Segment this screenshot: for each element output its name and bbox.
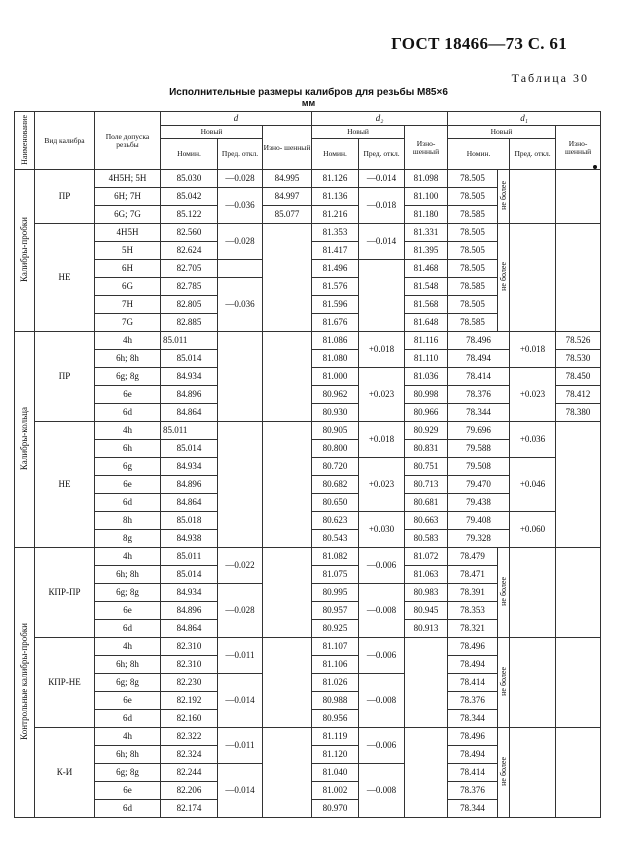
col-d2: d₂ — [312, 112, 448, 126]
gauge-type: НЕ — [35, 422, 95, 548]
d1-worn — [556, 638, 601, 728]
d-nominal: 85.011 — [161, 422, 218, 440]
tolerance-field: 6d — [95, 710, 161, 728]
tolerance-field: 6e — [95, 692, 161, 710]
d2-worn: 81.331 — [405, 224, 448, 242]
gauge-type: ПР — [35, 170, 95, 224]
tolerance-field: 6g; 8g — [95, 764, 161, 782]
d-deviation: —0.011 — [218, 638, 263, 674]
table-row — [15, 728, 601, 746]
d2-nominal: 81.040 — [312, 764, 359, 782]
d2-nominal: 81.417 — [312, 242, 359, 260]
table-row — [15, 548, 601, 566]
table-number: Таблица 30 — [511, 71, 589, 85]
d-deviation: —0.036 — [218, 278, 263, 332]
d1-nominal: 78.505 — [448, 242, 498, 260]
d-deviation — [218, 332, 263, 422]
d1-deviation: +0.036 — [510, 422, 556, 458]
d-worn — [263, 728, 312, 818]
d2-nominal: 81.119 — [312, 728, 359, 746]
d2-worn — [405, 638, 448, 728]
d-nominal: 82.230 — [161, 674, 218, 692]
d1-deviation — [510, 728, 556, 818]
d2-nominal: 80.905 — [312, 422, 359, 440]
d-worn — [263, 422, 312, 548]
d2-nominal: 81.080 — [312, 350, 359, 368]
d-nominal: 85.014 — [161, 440, 218, 458]
col-type: Вид калибра — [35, 112, 95, 170]
d2-nominal: 80.682 — [312, 476, 359, 494]
d2-worn: 81.063 — [405, 566, 448, 584]
d2-nominal: 81.106 — [312, 656, 359, 674]
d1-nominal: 78.496 — [448, 728, 498, 746]
d2-nominal: 80.957 — [312, 602, 359, 620]
d2-nominal: 80.800 — [312, 440, 359, 458]
d1-worn — [556, 422, 601, 548]
tolerance-field: 6G — [95, 278, 161, 296]
d-nominal: 82.244 — [161, 764, 218, 782]
d-deviation: —0.014 — [218, 764, 263, 818]
d1-nominal: 78.585 — [448, 278, 498, 296]
d1-nominal: 78.344 — [448, 710, 498, 728]
table-row — [15, 638, 601, 656]
d2-deviation: —0.008 — [359, 674, 405, 728]
d2-worn: 80.831 — [405, 440, 448, 458]
d2-deviation: —0.006 — [359, 638, 405, 674]
d-nominal: 85.042 — [161, 188, 218, 206]
d2-worn: 81.098 — [405, 170, 448, 188]
d1-nominal: 78.414 — [448, 368, 510, 386]
tolerance-field: 6g; 8g — [95, 674, 161, 692]
d1-nominal: 79.696 — [448, 422, 510, 440]
d1-deviation: +0.046 — [510, 458, 556, 512]
d1-nominal: 79.588 — [448, 440, 510, 458]
tolerance-field: 6d — [95, 620, 161, 638]
d2-worn: 80.998 — [405, 386, 448, 404]
col-tol: Поле допуска резьбы — [95, 112, 161, 170]
tolerance-field: 4h — [95, 638, 161, 656]
d1-nominal: 78.479 — [448, 548, 498, 566]
table-title: Исполнительные размеры калибров для резьбы М85×6 — [169, 87, 448, 98]
gauge-type: ПР — [35, 332, 95, 422]
col-d1: d₁ — [448, 112, 601, 126]
d2-deviation: +0.023 — [359, 368, 405, 422]
col-d1-new: Новый — [448, 126, 556, 139]
d-nominal: 84.896 — [161, 602, 218, 620]
d-nominal: 85.011 — [161, 548, 218, 566]
d1-note: не более — [498, 638, 510, 728]
d2-nominal: 81.120 — [312, 746, 359, 764]
d1-nominal: 78.494 — [448, 746, 498, 764]
tolerance-field: 6g; 8g — [95, 368, 161, 386]
d2-nominal: 80.650 — [312, 494, 359, 512]
tolerance-field: 4h — [95, 422, 161, 440]
d1-note: не более — [498, 728, 510, 818]
d2-deviation: +0.023 — [359, 458, 405, 512]
d-nominal: 82.624 — [161, 242, 218, 260]
d-deviation: —0.028 — [218, 170, 263, 188]
table-row — [15, 422, 601, 440]
d1-nominal: 79.508 — [448, 458, 510, 476]
d2-deviation: —0.006 — [359, 548, 405, 584]
d2-nominal: 80.623 — [312, 512, 359, 530]
d1-nominal: 78.585 — [448, 314, 498, 332]
d2-deviation: —0.014 — [359, 170, 405, 188]
d1-nominal: 78.505 — [448, 188, 498, 206]
d-nominal: 85.011 — [161, 332, 218, 350]
d2-nominal: 81.576 — [312, 278, 359, 296]
d1-worn — [556, 170, 601, 224]
tolerance-field: 6h — [95, 440, 161, 458]
d2-worn: 81.116 — [405, 332, 448, 350]
d-deviation: —0.028 — [218, 224, 263, 260]
d2-worn: 81.180 — [405, 206, 448, 224]
d2-nominal: 80.543 — [312, 530, 359, 548]
tolerance-field: 6e — [95, 476, 161, 494]
col-d1-dev: Пред. откл. — [510, 139, 556, 170]
d-deviation — [218, 422, 263, 548]
tolerance-field: 6g — [95, 458, 161, 476]
d-worn — [263, 332, 312, 422]
tolerance-field: 8g — [95, 530, 161, 548]
d-worn: 84.997 — [263, 188, 312, 206]
d1-deviation — [510, 548, 556, 638]
tolerance-field: 6g; 8g — [95, 584, 161, 602]
tolerance-field: 6d — [95, 494, 161, 512]
d1-nominal: 78.376 — [448, 692, 498, 710]
d2-worn: 81.110 — [405, 350, 448, 368]
tolerance-field: 6e — [95, 782, 161, 800]
d2-worn — [405, 728, 448, 818]
group-label: Контрольные калибры-пробки — [15, 548, 35, 818]
d2-nominal: 81.136 — [312, 188, 359, 206]
d-nominal: 84.934 — [161, 584, 218, 602]
d2-deviation: —0.008 — [359, 584, 405, 638]
d2-nominal: 81.000 — [312, 368, 359, 386]
d2-worn: 80.663 — [405, 512, 448, 530]
d2-worn: 81.648 — [405, 314, 448, 332]
d1-deviation — [510, 170, 556, 224]
d2-deviation: —0.006 — [359, 728, 405, 764]
d1-nominal: 79.438 — [448, 494, 510, 512]
d2-worn: 81.395 — [405, 242, 448, 260]
d-nominal: 84.864 — [161, 620, 218, 638]
tolerance-field: 7G — [95, 314, 161, 332]
d2-worn: 80.583 — [405, 530, 448, 548]
d-worn — [263, 638, 312, 728]
tolerance-field: 4h — [95, 332, 161, 350]
d-nominal: 82.805 — [161, 296, 218, 314]
d-nominal: 85.030 — [161, 170, 218, 188]
d2-deviation: —0.018 — [359, 188, 405, 224]
d1-deviation: +0.060 — [510, 512, 556, 548]
d-nominal: 85.018 — [161, 512, 218, 530]
d-nominal: 84.864 — [161, 404, 218, 422]
d-nominal: 84.934 — [161, 368, 218, 386]
d1-note: не более — [498, 170, 510, 224]
d-nominal: 82.705 — [161, 260, 218, 278]
d1-deviation: +0.018 — [510, 332, 556, 368]
d2-nominal: 80.962 — [312, 386, 359, 404]
d-worn: 84.995 — [263, 170, 312, 188]
d-nominal: 82.322 — [161, 728, 218, 746]
d2-nominal: 81.676 — [312, 314, 359, 332]
d1-nominal: 78.505 — [448, 296, 498, 314]
d-worn — [263, 224, 312, 332]
d1-deviation: +0.023 — [510, 368, 556, 422]
d1-nominal: 78.505 — [448, 170, 498, 188]
d2-nominal: 81.002 — [312, 782, 359, 800]
col-d-worn: Изно- шенный — [263, 126, 312, 170]
tolerance-field: 6h; 8h — [95, 746, 161, 764]
d-nominal: 84.896 — [161, 386, 218, 404]
tolerance-field: 6H — [95, 260, 161, 278]
d1-nominal: 78.505 — [448, 224, 498, 242]
d-nominal: 84.934 — [161, 458, 218, 476]
d1-nominal: 78.376 — [448, 782, 498, 800]
d1-nominal: 78.471 — [448, 566, 498, 584]
d1-deviation — [510, 224, 556, 332]
d1-deviation — [510, 638, 556, 728]
d-nominal: 84.864 — [161, 494, 218, 512]
d-deviation: —0.022 — [218, 548, 263, 584]
d1-nominal: 79.328 — [448, 530, 510, 548]
table-row — [15, 224, 601, 242]
d-nominal: 82.192 — [161, 692, 218, 710]
tolerance-field: 4H5H; 5H — [95, 170, 161, 188]
d2-worn: 80.681 — [405, 494, 448, 512]
d2-worn: 80.713 — [405, 476, 448, 494]
tolerance-field: 6h; 8h — [95, 566, 161, 584]
d-nominal: 82.785 — [161, 278, 218, 296]
d2-worn: 81.100 — [405, 188, 448, 206]
d2-nominal: 80.925 — [312, 620, 359, 638]
tolerance-field: 6e — [95, 386, 161, 404]
d1-nominal: 79.470 — [448, 476, 510, 494]
tolerance-field: 6G; 7G — [95, 206, 161, 224]
d2-deviation: +0.030 — [359, 512, 405, 548]
table-unit: мм — [301, 98, 316, 108]
d2-nominal: 81.216 — [312, 206, 359, 224]
d1-worn — [556, 728, 601, 818]
col-d2-nom: Номин. — [312, 139, 359, 170]
d2-nominal: 81.353 — [312, 224, 359, 242]
d1-note: не более — [498, 548, 510, 638]
group-label: Калибры-пробки — [15, 170, 35, 332]
d2-deviation — [359, 260, 405, 332]
col-d1-worn: Изно- шенный — [556, 126, 601, 170]
d1-nominal: 78.496 — [448, 332, 510, 350]
col-d-dev: Пред. откл. — [218, 139, 263, 170]
d2-nominal: 80.995 — [312, 584, 359, 602]
d2-worn: 81.468 — [405, 260, 448, 278]
tolerance-field: 6H; 7H — [95, 188, 161, 206]
tolerance-field: 5H — [95, 242, 161, 260]
table-row — [15, 332, 601, 350]
d2-nominal: 81.596 — [312, 296, 359, 314]
d2-worn: 81.568 — [405, 296, 448, 314]
tolerance-field: 4h — [95, 728, 161, 746]
d2-nominal: 80.970 — [312, 800, 359, 818]
tolerance-field: 8h — [95, 512, 161, 530]
d-nominal: 84.938 — [161, 530, 218, 548]
d2-worn: 80.751 — [405, 458, 448, 476]
d2-nominal: 80.720 — [312, 458, 359, 476]
d1-nominal: 78.585 — [448, 206, 498, 224]
d2-nominal: 81.107 — [312, 638, 359, 656]
d2-nominal: 80.956 — [312, 710, 359, 728]
tolerance-field: 6h; 8h — [95, 350, 161, 368]
d2-nominal: 80.930 — [312, 404, 359, 422]
tolerance-field: 6h; 8h — [95, 656, 161, 674]
d2-worn: 81.036 — [405, 368, 448, 386]
d-nominal: 84.896 — [161, 476, 218, 494]
page-header: ГОСТ 18466—73 С. 61 — [391, 34, 567, 53]
d2-nominal: 81.082 — [312, 548, 359, 566]
tolerance-field: 6d — [95, 404, 161, 422]
d1-worn: 78.380 — [556, 404, 601, 422]
d-deviation: —0.028 — [218, 584, 263, 638]
d1-nominal: 78.321 — [448, 620, 498, 638]
d1-note: не более — [498, 224, 510, 332]
d-nominal: 82.206 — [161, 782, 218, 800]
table-row — [15, 170, 601, 188]
d1-nominal: 78.344 — [448, 404, 510, 422]
d1-nominal: 78.414 — [448, 764, 498, 782]
d2-worn: 80.913 — [405, 620, 448, 638]
d2-worn: 81.548 — [405, 278, 448, 296]
d-nominal: 85.014 — [161, 566, 218, 584]
d2-nominal: 81.126 — [312, 170, 359, 188]
col-d2-new: Новый — [312, 126, 405, 139]
d-deviation: —0.011 — [218, 728, 263, 764]
d-deviation: —0.014 — [218, 674, 263, 728]
d-nominal: 82.885 — [161, 314, 218, 332]
d-nominal: 82.174 — [161, 800, 218, 818]
d2-deviation: +0.018 — [359, 332, 405, 368]
d-nominal: 82.560 — [161, 224, 218, 242]
d1-worn: 78.530 — [556, 350, 601, 368]
col-d-new: Новый — [161, 126, 263, 139]
col-d2-worn: Изно- шенный — [405, 126, 448, 170]
d-nominal: 82.310 — [161, 638, 218, 656]
col-d2-dev: Пред. откл. — [359, 139, 405, 170]
d-worn — [263, 548, 312, 638]
col-d: d — [161, 112, 312, 126]
d1-nominal: 78.494 — [448, 350, 510, 368]
d-worn: 85.077 — [263, 206, 312, 224]
d1-worn — [556, 548, 601, 638]
d1-nominal: 79.408 — [448, 512, 510, 530]
d2-nominal: 81.086 — [312, 332, 359, 350]
gauge-type: КПР-НЕ — [35, 638, 95, 728]
d1-nominal: 78.344 — [448, 800, 498, 818]
gauge-type: КПР-ПР — [35, 548, 95, 638]
d2-worn: 80.945 — [405, 602, 448, 620]
d2-worn: 80.966 — [405, 404, 448, 422]
d-nominal: 82.310 — [161, 656, 218, 674]
tolerance-field: 6d — [95, 800, 161, 818]
group-label: Калибры-кольца — [15, 332, 35, 548]
d1-nominal: 78.496 — [448, 638, 498, 656]
d2-worn: 81.072 — [405, 548, 448, 566]
d-deviation — [218, 260, 263, 278]
col-d-nom: Номин. — [161, 139, 218, 170]
tolerance-field: 4H5H — [95, 224, 161, 242]
gauge-type: К-И — [35, 728, 95, 818]
tolerance-field: 7H — [95, 296, 161, 314]
d1-worn: 78.526 — [556, 332, 601, 350]
d1-nominal: 78.414 — [448, 674, 498, 692]
d2-worn: 80.983 — [405, 584, 448, 602]
gauge-type: НЕ — [35, 224, 95, 332]
d1-nominal: 78.391 — [448, 584, 498, 602]
d-deviation: —0.036 — [218, 188, 263, 224]
d1-worn — [556, 224, 601, 332]
d1-worn: 78.412 — [556, 386, 601, 404]
col-name: Наименование — [19, 114, 29, 165]
d2-deviation: —0.008 — [359, 764, 405, 818]
d2-nominal: 80.988 — [312, 692, 359, 710]
d1-nominal: 78.494 — [448, 656, 498, 674]
d2-nominal: 81.026 — [312, 674, 359, 692]
d-nominal: 85.014 — [161, 350, 218, 368]
d1-nominal: 78.376 — [448, 386, 510, 404]
d2-deviation: +0.018 — [359, 422, 405, 458]
d-nominal: 82.160 — [161, 710, 218, 728]
d1-worn: 78.450 — [556, 368, 601, 386]
d2-nominal: 81.496 — [312, 260, 359, 278]
d-nominal: 82.324 — [161, 746, 218, 764]
d1-nominal: 78.505 — [448, 260, 498, 278]
col-d1-nom: Номин. — [448, 139, 510, 170]
tolerance-field: 4h — [95, 548, 161, 566]
d1-nominal: 78.353 — [448, 602, 498, 620]
d2-nominal: 81.075 — [312, 566, 359, 584]
tolerance-field: 6e — [95, 602, 161, 620]
d-nominal: 85.122 — [161, 206, 218, 224]
d2-deviation: —0.014 — [359, 224, 405, 260]
gauge-table — [14, 111, 601, 818]
d2-worn: 80.929 — [405, 422, 448, 440]
